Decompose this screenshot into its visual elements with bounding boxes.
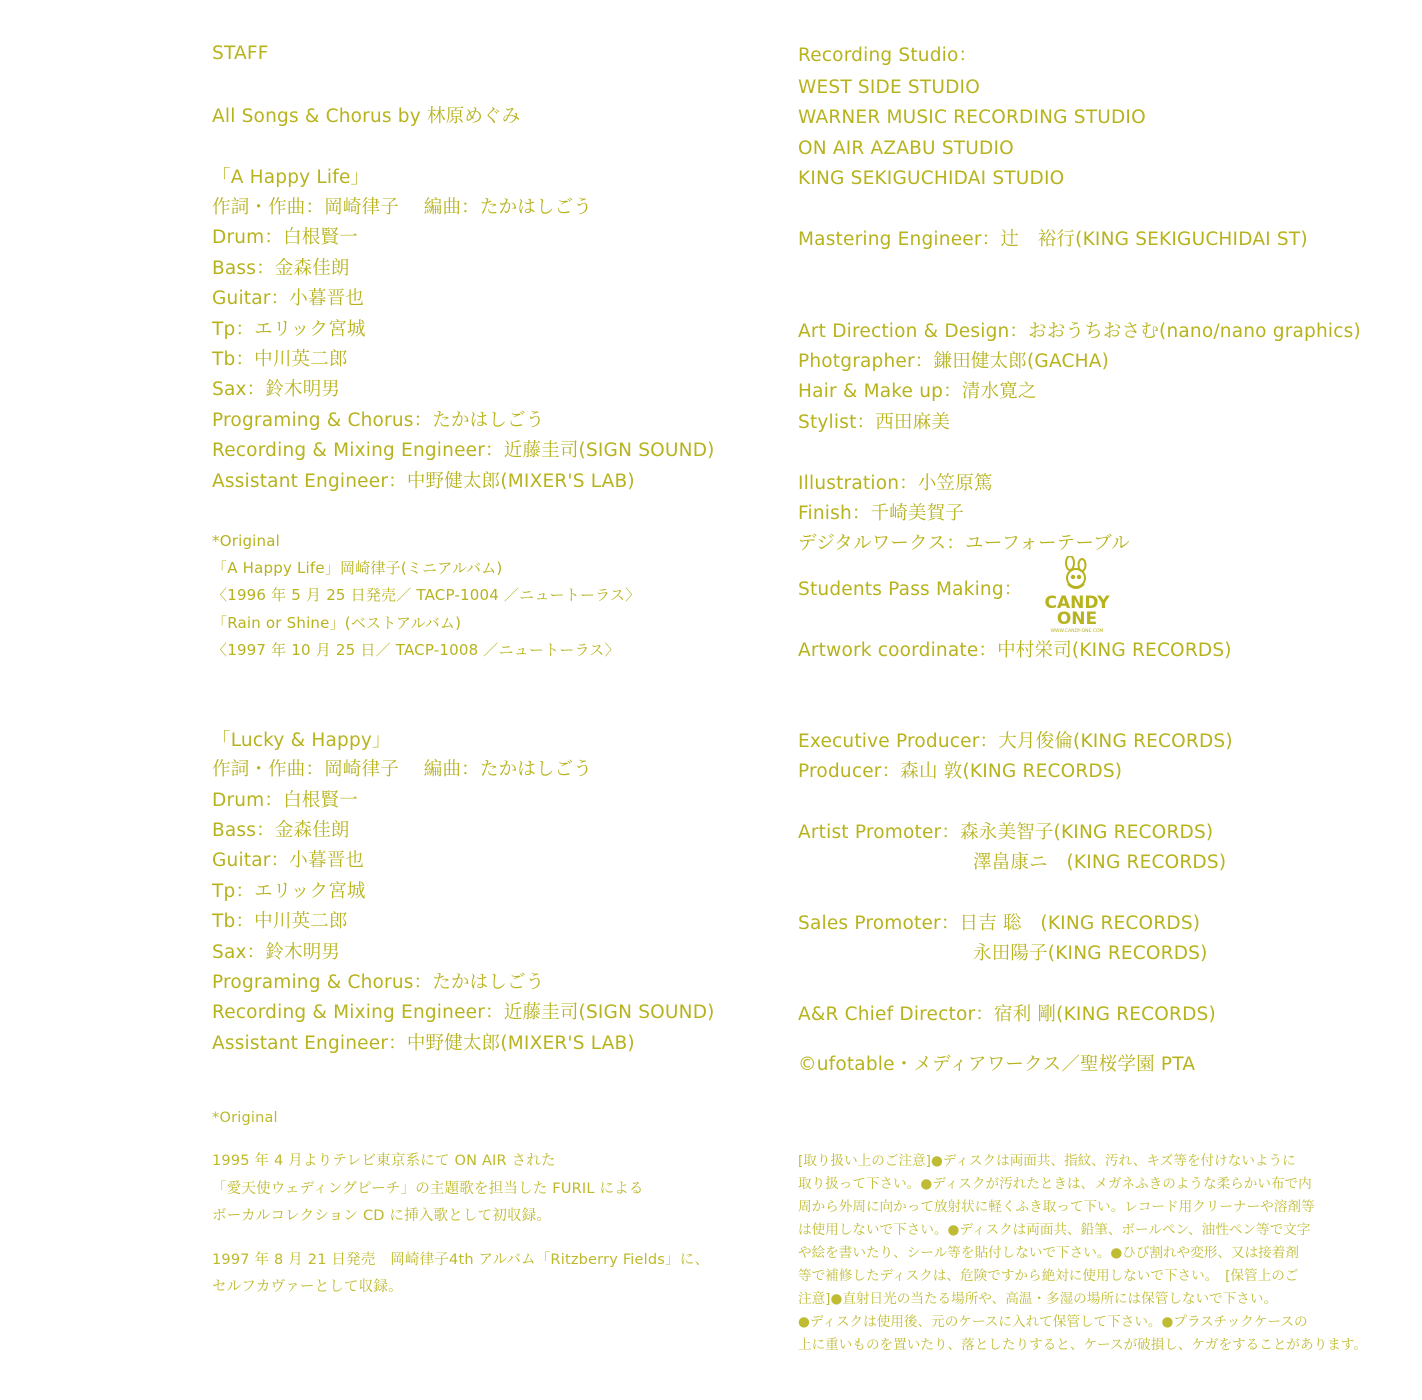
producer-credit: Producer：森山 敦(KING RECORDS) (798, 761, 1123, 782)
notice-line: 周から外周に向かって放射状に軽くふき取って下い。レコード用クリーナーや溶剤等 (798, 1199, 1315, 1215)
song1-original-line: 〈1996 年 5 月 25 日発売／ TACP-1004 ／ニュートーラス〉 (212, 586, 641, 604)
ar-director-credit: A&R Chief Director：宿利 剛(KING RECORDS) (798, 1004, 1216, 1025)
notice-line: は使用しないで下さい。●ディスクは両面共、鉛筆、ボールペン、油性ペン等で文字 (798, 1222, 1311, 1238)
notice-line: や絵を書いたり、シール等を貼付しないで下さい。●ひび割れや変形、又は接着剤 (798, 1245, 1299, 1261)
song2-credit-line: Tb：中川英二郎 (212, 911, 348, 932)
song2-original-line: 1995 年 4 月よりテレビ東京系にて ON AIR された (212, 1153, 556, 1169)
art-credit: Art Direction & Design：おおうちおさむ(nano/nano graphics) (798, 321, 1361, 342)
song1-credit-line: Bass：金森佳朗 (212, 258, 350, 279)
notice-line: 上に重いものを置いたり、落としたりすると、ケースが破損し、ケガをすることがあります。 (798, 1337, 1367, 1353)
executive-producer-credit: Executive Producer：大月俊倫(KING RECORDS) (798, 731, 1233, 752)
song1-credit-line: Drum：白根賢一 (212, 227, 358, 248)
song2-credit-line: Drum：白根賢一 (212, 790, 358, 811)
notice-line: 注意]●直射日光の当たる場所や、高温・多湿の場所には保管しないで下さい。 (798, 1291, 1278, 1307)
song1-original-line: 〈1997 年 10 月 25 日／ TACP-1008 ／ニュートーラス〉 (212, 641, 620, 659)
song1-credit-line: Tp：エリック宮城 (212, 319, 366, 340)
song1-credit-line: Assistant Engineer：中野健太郎(MIXER'S LAB) (212, 471, 635, 492)
song1-credit-line: Recording & Mixing Engineer：近藤圭司(SIGN SOUND) (212, 440, 715, 461)
song2-credit-line: Recording & Mixing Engineer：近藤圭司(SIGN SOUND) (212, 1002, 715, 1023)
notice-line: 取り扱って下さい。●ディスクが汚れたときは、メガネふきのような柔らかい布で内 (798, 1176, 1312, 1192)
song1-credit-line: Programing & Chorus：たかはしごう (212, 410, 545, 431)
song1-original-line: 「A Happy Life」岡崎律子(ミニアルバム) (212, 559, 503, 577)
artist-promoter-credit-2: 澤畠康ニ (KING RECORDS) (973, 852, 1227, 873)
handling-notice (798, 1150, 1372, 1357)
logo-url: WWW.CANDY-ONE.COM (1050, 629, 1104, 634)
notice-line: [取り扱い上のご注意]●ディスクは両面共、指紋、汚れ、キズ等を付けないように (798, 1153, 1296, 1169)
art-credit: Stylist：西田麻美 (798, 412, 951, 433)
song2-credit-line: 作詞・作曲：岡崎律子 編曲：たかはしごう (212, 759, 593, 780)
rabbit-mascot-icon (1066, 556, 1086, 588)
song1-original-line: 「Rain or Shine」(ベストアルバム) (212, 614, 462, 632)
song2-original-line: ボーカルコレクション CD に挿入歌として初収録。 (212, 1208, 552, 1224)
studio-item: KING SEKIGUCHIDAI STUDIO (798, 168, 1065, 189)
art-credit: Hair & Make up：清水寛之 (798, 381, 1037, 402)
song2-title: 「Lucky & Happy」 (212, 730, 391, 751)
sales-promoter-credit-2: 永田陽子(KING RECORDS) (973, 943, 1208, 964)
song2-original-heading: *Original (212, 1110, 278, 1126)
artist-promoter-credit: Artist Promoter：森永美智子(KING RECORDS) (798, 822, 1214, 843)
song2-credit-line: Tp：エリック宮城 (212, 881, 366, 902)
studio-item: WEST SIDE STUDIO (798, 77, 980, 98)
song2-credit-line: Sax：鈴木明男 (212, 942, 341, 963)
song2-credit-line: Programing & Chorus：たかはしごう (212, 972, 545, 993)
song1-credit-line: Guitar：小暮晋也 (212, 288, 365, 309)
art-credit: Photgrapher：鎌田健太郎(GACHA) (798, 351, 1109, 372)
notice-line: ●ディスクは使用後、元のケースに入れて保管して下さい。●プラスチックケースの (798, 1314, 1308, 1330)
mastering-credit: Mastering Engineer：辻 裕行(KING SEKIGUCHIDAI ST) (798, 229, 1308, 250)
studio-item: WARNER MUSIC RECORDING STUDIO (798, 107, 1146, 128)
song1-original-heading: *Original (212, 532, 280, 550)
illustration-credit: Illustration：小笠原篤 (798, 473, 993, 494)
song1-title: 「A Happy Life」 (212, 167, 370, 188)
all-songs-credit: All Songs & Chorus by 林原めぐみ (212, 106, 521, 127)
song2-credit-line: Bass：金森佳朗 (212, 820, 350, 841)
studio-item: ON AIR AZABU STUDIO (798, 138, 1014, 159)
sales-promoter-credit: Sales Promoter：日吉 聡 (KING RECORDS) (798, 913, 1201, 934)
notice-line: 等で補修したディスクは、危険ですから絶対に使用しないで下さい。 [保管上のご (798, 1268, 1299, 1284)
song1-credit-line: Tb：中川英二郎 (212, 349, 348, 370)
illustration-credit: Finish：千崎美賀子 (798, 503, 965, 524)
song2-original-line: 「愛天使ウェディングピーチ」の主題歌を担当した FURIL による (212, 1181, 644, 1197)
song2-credit-line: Assistant Engineer：中野健太郎(MIXER'S LAB) (212, 1033, 635, 1054)
illustration-credit: デジタルワークス：ユーフォーテーブル (798, 533, 1130, 554)
staff-heading: STAFF (212, 43, 269, 64)
song2-original-line: セルフカヴァーとして収録。 (212, 1279, 403, 1295)
studios-heading: Recording Studio： (798, 45, 978, 66)
logo-text-one: ONE (1056, 609, 1098, 629)
copyright-notice: ©ufotable・メディアワークス／聖桜学園 PTA (798, 1054, 1196, 1075)
song2-credit-line: Guitar：小暮晋也 (212, 850, 365, 871)
song1-credit-line: Sax：鈴木明男 (212, 379, 341, 400)
song2-original-line: 1997 年 8 月 21 日発売 岡崎律子4th アルバム「Ritzberry Fields」に、 (212, 1252, 710, 1268)
students-pass-credit: Students Pass Making： (798, 579, 1023, 600)
logo-text-candy: CANDY (1044, 593, 1110, 613)
candy-one-logo (1034, 556, 1120, 634)
song1-credit-line: 作詞・作曲：岡崎律子 編曲：たかはしごう (212, 197, 593, 218)
artwork-credit: Artwork coordinate：中村栄司(KING RECORDS) (798, 640, 1232, 661)
